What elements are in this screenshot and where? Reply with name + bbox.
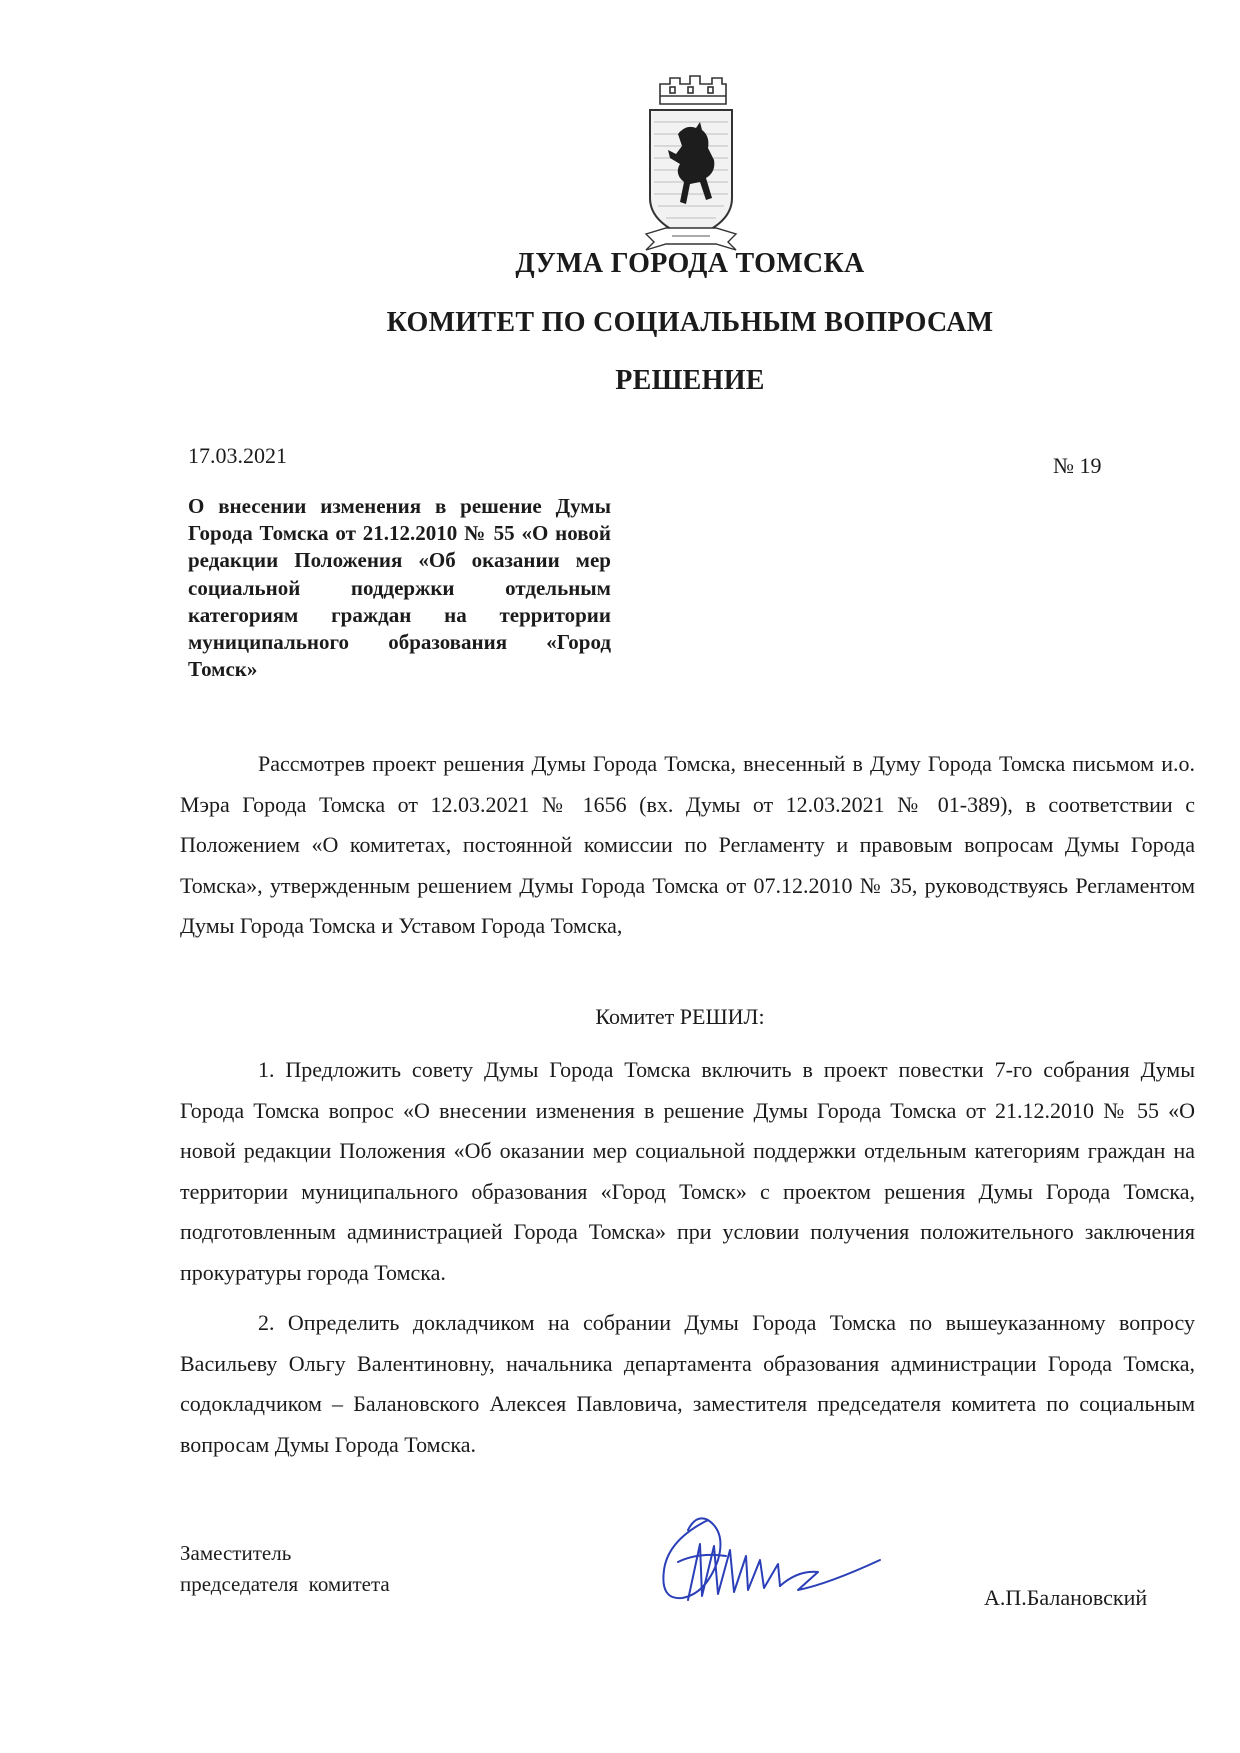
document-type: РЕШЕНИЕ bbox=[615, 365, 765, 396]
signatory-role-line1: Заместитель bbox=[180, 1541, 292, 1565]
resolution-item-2: 2. Определить докладчиком на собрании Думы Города Томска по вышеуказанному вопросу Васильеву Ольгу Валентиновну, начальника департамента образования администрации Города Томска, содокладчиком – Балановского Алексея Павловича, заместителя председателя комитета по социальным вопросам Думы Города Томска. bbox=[180, 1310, 1195, 1457]
signatory-name: А.П.Балановский bbox=[984, 1585, 1148, 1610]
resolution-item-1: 1. Предложить совету Думы Города Томска включить в проект повестки 7-го собрания Думы Города Томска вопрос «О внесении изменения в решение Думы Города Томска от 21.12.2010 № 55 «О новой редакции Положения «Об оказании мер социальной поддержки отдельным категориям граждан на территории муниципального образования «Город Томск» с проектом решения Думы Города Томска, подготовленным администрацией Города Томска» при условии получения положительного заключения прокуратуры города Томска. bbox=[180, 1057, 1195, 1285]
signatory-role-line2: председателя комитета bbox=[180, 1572, 390, 1596]
handwritten-signature bbox=[648, 1500, 888, 1618]
committee-title: КОМИТЕТ ПО СОЦИАЛЬНЫМ ВОПРОСАМ bbox=[386, 307, 994, 338]
coat-of-arms-emblem bbox=[640, 74, 742, 254]
signatory-role bbox=[180, 1538, 390, 1600]
resolution-heading: Комитет РЕШИЛ: bbox=[595, 1004, 765, 1029]
document-number: № 19 bbox=[1053, 453, 1102, 478]
document-date: 17.03.2021 bbox=[188, 443, 287, 468]
org-title: ДУМА ГОРОДА ТОМСКА bbox=[515, 248, 865, 279]
document-subject: О внесении изменения в решение Думы Города Томска от 21.12.2010 № 55 «О новой редакции Положения «Об оказании мер социальной поддержки отдельным категориям граждан на территории муниципального образования «Город Томск» bbox=[188, 494, 611, 682]
preamble-paragraph: Рассмотрев проект решения Думы Города Томска, внесенный в Думу Города Томска письмом и.о. Мэра Города Томска от 12.03.2021 № 1656 (вх. Думы от 12.03.2021 № 01-389), в соответствии с Положением «О комитетах, постоянной комиссии по Регламенту и правовым вопросам Думы Города Томска», утвержденным решением Думы Города Томска от 07.12.2010 № 35, руководствуясь Регламентом Думы Города Томска и Уставом Города Томска, bbox=[180, 751, 1195, 938]
